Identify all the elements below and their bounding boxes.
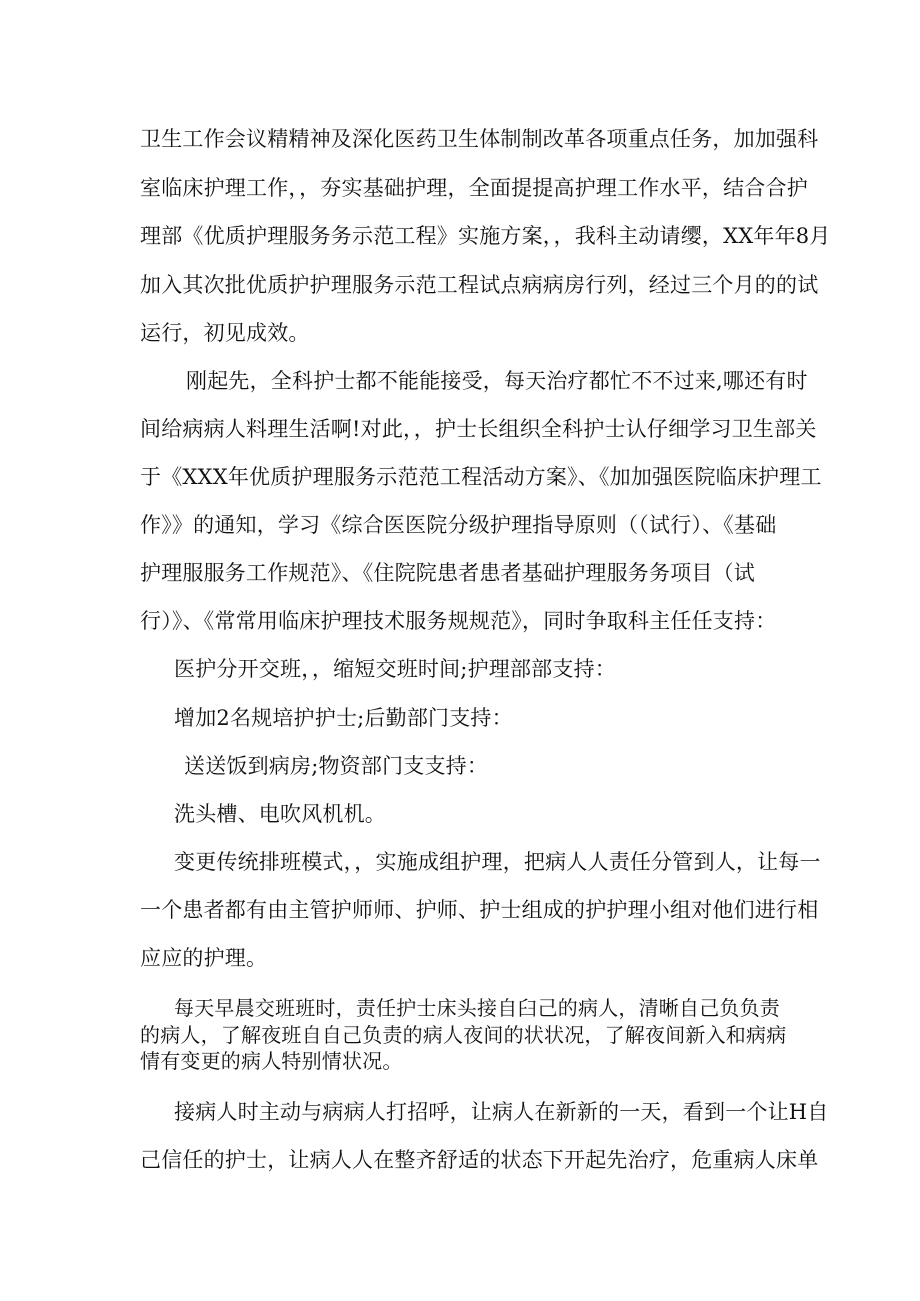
paragraph-line: 己信任的护士，让病人人在整齐舒适的状态下开起先治疗，危重病人床单	[140, 1148, 819, 1172]
paragraph-line: 一个患者都有由主管护师师、护师、护士组成的护护理小组对他们进行相	[140, 898, 819, 922]
paragraph-line: 洗头槽、电吹风机机。	[174, 802, 386, 826]
paragraph-line: 送送饭到病房;物资部门支支持：	[184, 754, 489, 778]
paragraph-line: 运行，初见成效。	[140, 321, 310, 345]
paragraph-line: 的病人，了解夜班自自己负责的病人夜间的状状况，了解夜间新入和病病	[140, 1023, 787, 1047]
paragraph-line: 应应的护理。	[140, 946, 268, 970]
paragraph-line: 室临床护理工作，，夯实基础护理，全面提提高护理工作水平，结合合护	[140, 176, 808, 200]
paragraph-line: 卫生工作会议精精神及深化医药卫生体制制改革各项重点任务，加加强科	[140, 127, 819, 151]
paragraph-line: 医护分开交班，，缩短交班时间;护理部部支持：	[174, 657, 616, 681]
paragraph-line: 变更传统排班模式，，实施成组护理，把病人人责任分管到人，让每一	[174, 850, 821, 874]
paragraph-line: 理部《优质护理服务务示范工程》实施方案，，我科主动请缨，XX年年8月	[140, 224, 831, 248]
paragraph-line: 作》》的通知，学习《综合医医院分级护理指导原则（（试行）、《基础	[140, 513, 777, 537]
paragraph-line: 每天早晨交班班时，责任护士床头接自臼己的病人，清晰自己负负责	[174, 996, 780, 1020]
paragraph-line: 加入其次批优质护护理服务示范工程试点病病房行列，经过三个月的的试	[140, 273, 819, 297]
paragraph-line: 行）》、《常常用临床护理技术服务规规范》，同时争取科主任任支持：	[140, 609, 777, 633]
paragraph-line: 间给病病人料理生活啊!对此，，护士长组织全科护士认仔细学习卫生部关	[140, 417, 817, 441]
paragraph-line: 刚起先，全科护士都不能能接受，每天治疗都忙不不过来,哪还有时	[186, 369, 808, 393]
paragraph-line: 接病人时主动与病病人打招呼，让病人在新新的一天，看到一个让H自	[174, 1100, 829, 1124]
paragraph-line: 护理服服务工作规范》、《住院院患者患者基础护理服务务项目（试	[140, 561, 755, 585]
paragraph-line: 增加2名规培护护士;后勤部门支持：	[174, 706, 513, 730]
paragraph-line: 于《XXX年优质护理服务示范范工程活动方案》、《加加强医院临床护理工	[140, 465, 822, 489]
paragraph-line: 情有变更的病人特别情状况。	[140, 1049, 403, 1073]
